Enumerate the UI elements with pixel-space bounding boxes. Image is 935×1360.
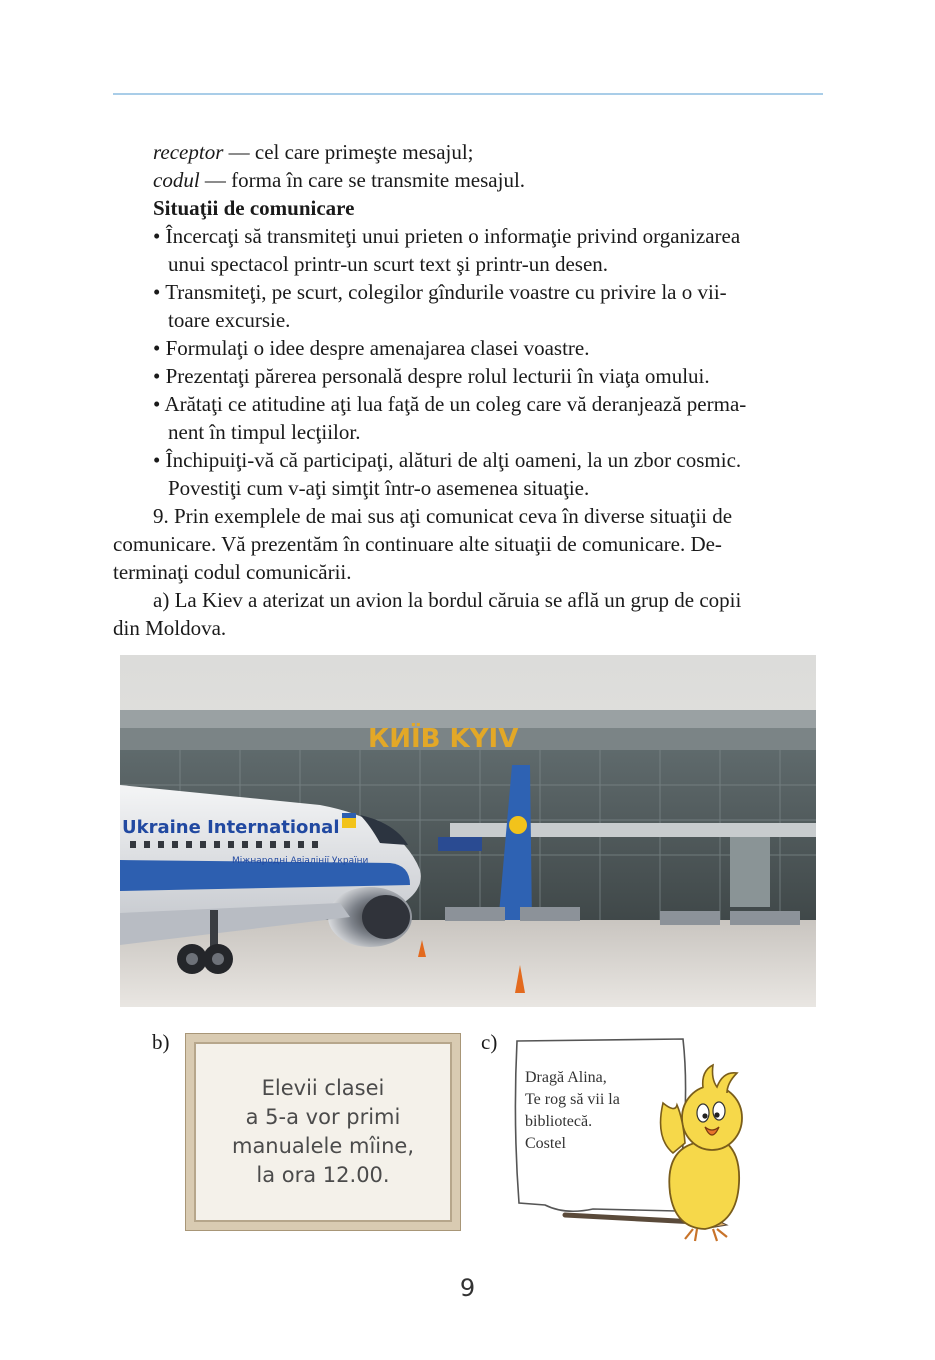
top-rule [113,93,823,95]
notice-line: la ora 12.00. [256,1163,390,1187]
bird-note-illustration [505,1033,755,1243]
bullet-6-cont: Povestiţi cum v-aţi simţit într-o asemenea situaţie. [168,476,590,500]
bullet-1-cont: unui spectacol printr-un scurt text şi printr-un desen. [168,252,609,276]
notice-board [185,1033,461,1231]
airline-name: Ukraine International [122,817,340,838]
definition-codul [113,166,823,194]
airline-subtitle: Міжнародні Авіалінії України [232,856,369,866]
page-number: 9 [459,1274,476,1302]
bullet-5: • Arătaţi ce atitudine aţi lua faţă de un coleg care vă deranjează perma- [153,392,747,416]
note-message [525,1067,675,1155]
body-text [113,138,823,642]
notice-text [194,1042,452,1222]
section-heading: Situaţii de comunicare [153,196,355,220]
bullet-2: • Transmiteţi, pe scurt, colegilor gîndurile voastre cu privire la o vii- [153,280,727,304]
exercise-a-line-1: a) La Kiev a aterizat un avion la bordul căruia se află un grup de copii [153,588,742,612]
label-c: c) [481,1030,498,1054]
airport-photo [120,655,816,1007]
notice-line: a 5-a vor primi [245,1105,401,1129]
exercise-9-line-3: terminaţi codul comunicării. [113,560,352,584]
note-line: Costel [525,1135,566,1152]
notice-line: manualele mîine, [231,1134,415,1158]
bullet-5-cont: nent în timpul lecţiilor. [168,420,361,444]
exercise-9-line-2: comunicare. Vă prezentăm în continuare alte situaţii de comunicare. De- [113,532,722,556]
notice-line: Elevii clasei [261,1076,385,1100]
bullet-1: • Încercaţi să transmiteţi unui prieten o informaţie privind organizarea [153,224,741,248]
definition-receptor [113,138,823,166]
bullet-2-cont: toare excursie. [168,308,291,332]
airport-sign: КИЇВ KYIV [368,724,519,754]
label-b: b) [152,1030,170,1054]
definition-text: — cel care primeşte mesajul; [223,140,474,164]
note-line: Te rog să vii la [525,1091,620,1108]
definition-text: — forma în care se transmite mesajul. [199,168,526,192]
term-receptor: receptor [153,140,224,164]
exercise-9-line-1: 9. Prin exemplele de mai sus aţi comunicat ceva în diverse situaţii de [153,504,733,528]
term-codul: codul [153,168,200,192]
note-line: Dragă Alina, [525,1069,607,1086]
note-line: bibliotecă. [525,1113,593,1130]
exercise-a-line-2: din Moldova. [113,616,227,640]
bullet-4: • Prezentaţi părerea personală despre rolul lecturii în viaţa omului. [153,364,710,388]
bullet-3: • Formulaţi o idee despre amenajarea clasei voastre. [153,336,590,360]
bullet-6: • Închipuiţi-vă că participaţi, alături de alţi oameni, la un zbor cosmic. [153,448,742,472]
